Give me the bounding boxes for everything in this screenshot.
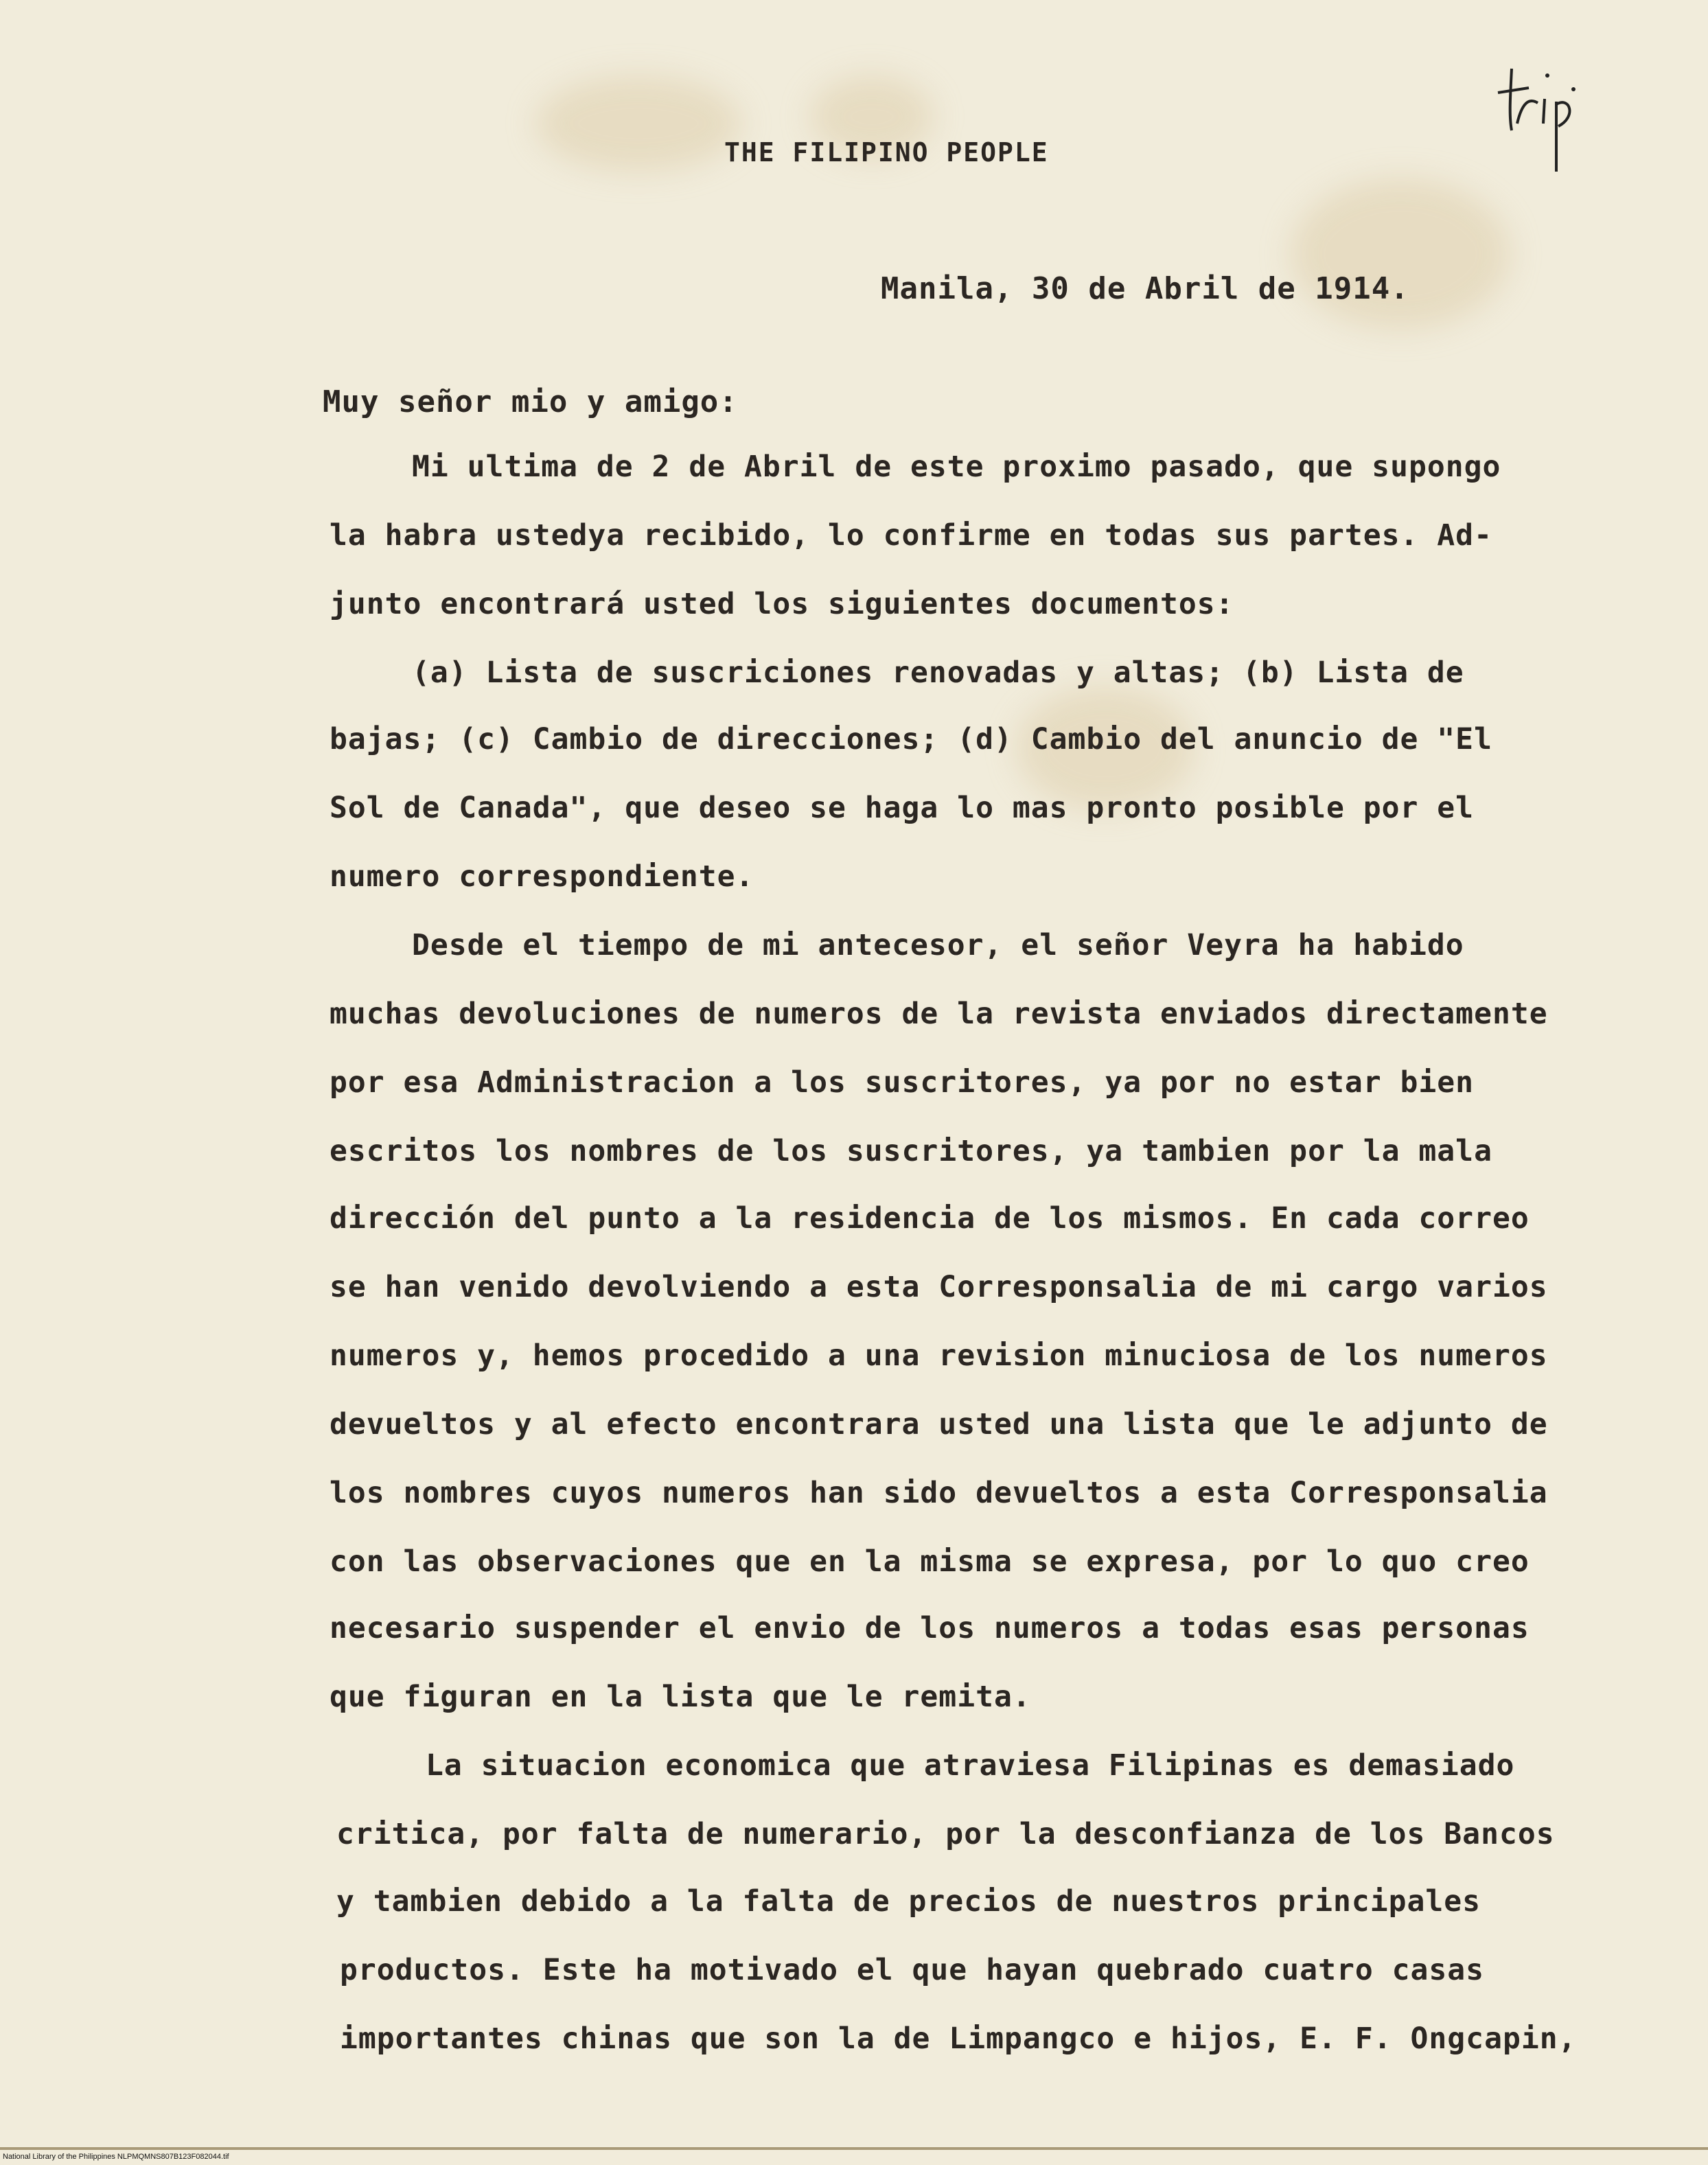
body-line: muchas devoluciones de numeros de la revista enviados directamente [330, 997, 1548, 1031]
dateline: Manila, 30 de Abril de 1914. [881, 271, 1409, 306]
body-line: critica, por falta de numerario, por la desconfianza de los Bancos [336, 1817, 1555, 1851]
paper-stain [1291, 178, 1510, 329]
archive-stamp: National Library of the Philippines NLPMQMNS807B123F082044.tif [3, 2153, 229, 2161]
body-line: Desde el tiempo de mi antecesor, el señor Veyra ha habido [412, 928, 1464, 962]
handwritten-annotation [1491, 55, 1580, 178]
body-line: Sol de Canada", que deseo se haga lo mas pronto posible por el [330, 791, 1475, 825]
body-line: bajas; (c) Cambio de direcciones; (d) Cambio del anuncio de "El [330, 722, 1492, 756]
body-line: importantes chinas que son la de Limpangco e hijos, E. F. Ongcapin, [340, 2022, 1577, 2056]
body-line: numero correspondiente. [330, 859, 754, 894]
body-line: los nombres cuyos numeros han sido devueltos a esta Corresponsalia [330, 1476, 1548, 1510]
body-line: Mi ultima de 2 de Abril de este proximo pasado, que supongo [412, 450, 1501, 484]
body-line: La situacion economica que atraviesa Filipinas es demasiado [426, 1748, 1515, 1783]
body-line: escritos los nombres de los suscritores, ya tambien por la mala [330, 1134, 1492, 1168]
paper-stain [535, 76, 741, 172]
body-line: dirección del punto a la residencia de los mismos. En cada correo [330, 1201, 1530, 1236]
body-line: numeros y, hemos procedido a una revision minuciosa de los numeros [330, 1339, 1548, 1373]
body-line: por esa Administracion a los suscritores, ya por no estar bien [330, 1065, 1475, 1100]
salutation: Muy señor mio y amigo: [323, 384, 738, 419]
body-line: con las observaciones que en la misma se expresa, por lo quo creo [330, 1544, 1530, 1579]
body-line: devueltos y al efecto encontrara usted una lista que le adjunto de [330, 1407, 1548, 1442]
body-line: y tambien debido a la falta de precios de nuestros principales [336, 1884, 1481, 1919]
body-line: productos. Este ha motivado el que hayan quebrado cuatro casas [340, 1953, 1485, 1987]
body-line: necesario suspender el envio de los numeros a todas esas personas [330, 1611, 1530, 1645]
body-line: junto encontrará usted los siguientes documentos: [330, 587, 1234, 621]
body-line: que figuran en la lista que le remita. [330, 1680, 1031, 1714]
body-line: la habra ustedya recibido, lo confirme en todas sus partes. Ad- [330, 518, 1492, 553]
letterhead: THE FILIPINO PEOPLE [724, 137, 1049, 167]
body-line: (a) Lista de suscriciones renovadas y altas; (b) Lista de [412, 656, 1464, 690]
page-edge [0, 2147, 1708, 2150]
body-line: se han venido devolviendo a esta Corresponsalia de mi cargo varios [330, 1270, 1548, 1304]
